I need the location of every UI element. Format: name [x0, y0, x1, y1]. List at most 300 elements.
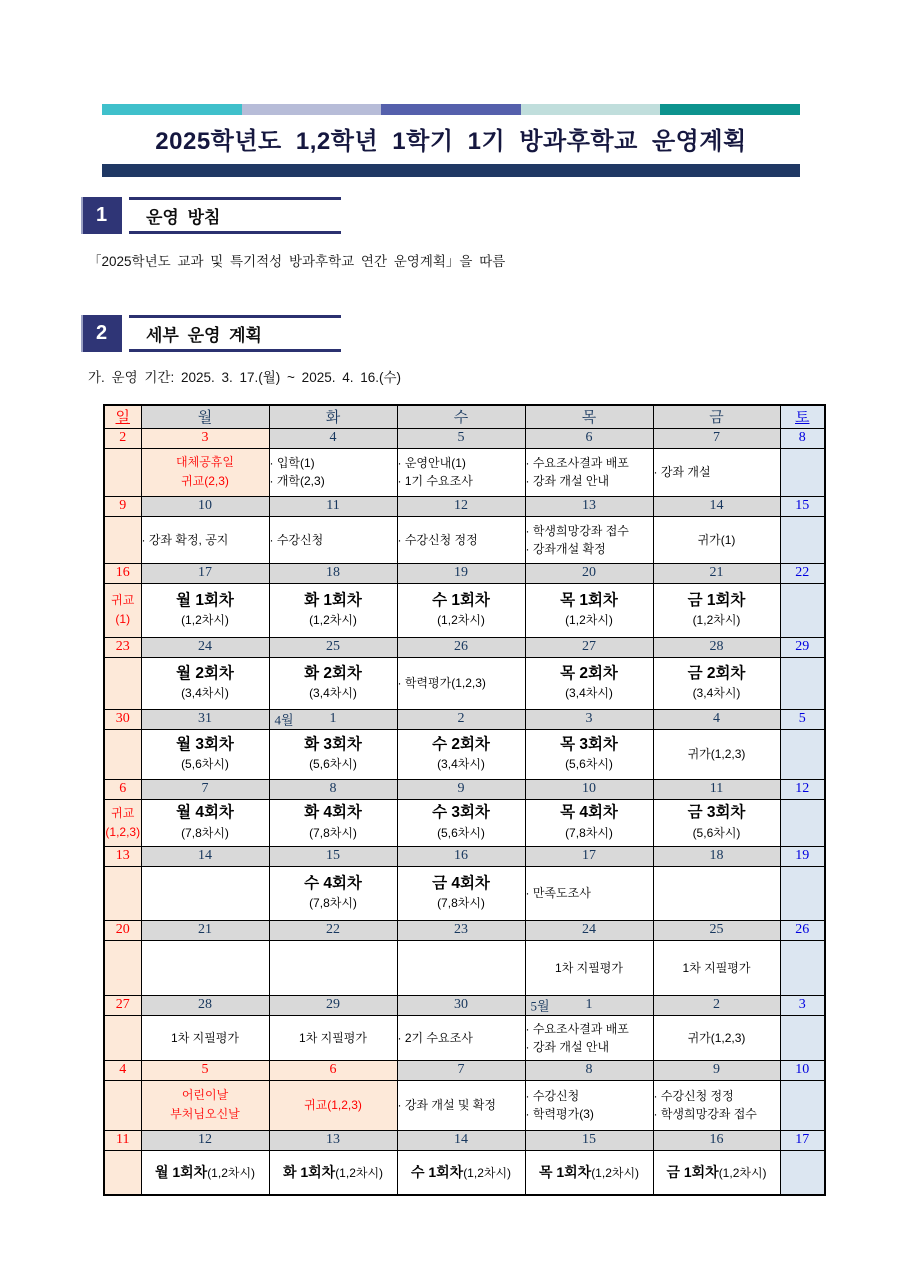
date-number: 10 — [795, 1062, 810, 1077]
day-cell-line: (3,4차시) — [309, 686, 357, 701]
day-cell-line: 수 3회차 — [432, 804, 490, 822]
day-cell-line: 부처님오신날 — [170, 1107, 240, 1121]
date-number: 7 — [713, 430, 720, 445]
date-number: 21 — [709, 565, 724, 580]
date-cell — [104, 920, 141, 940]
date-cell — [397, 428, 525, 448]
day-cell-line: 귀교 — [111, 593, 135, 608]
day-cell — [653, 729, 780, 779]
day-cell — [397, 1150, 525, 1195]
date-number: 3 — [585, 711, 593, 726]
calendar-content-row — [104, 657, 825, 709]
date-cell — [141, 496, 269, 516]
title-color-bar-segment — [102, 104, 242, 115]
date-number: 29 — [326, 997, 340, 1012]
date-cell — [104, 563, 141, 583]
day-cell — [104, 1015, 141, 1060]
day-cell-line — [526, 1162, 653, 1183]
date-cell — [397, 709, 525, 729]
calendar-date-row — [104, 779, 825, 799]
day-cell — [653, 657, 780, 709]
title-color-bar-segment — [660, 104, 800, 115]
date-cell — [397, 846, 525, 866]
day-cell — [525, 729, 653, 779]
day-cell-line: 금 3회차 — [687, 804, 746, 822]
day-cell — [141, 516, 269, 563]
date-cell — [269, 496, 397, 516]
day-cell — [780, 1080, 825, 1130]
day-cell-line: · 학생희망강좌 접수 — [525, 523, 629, 538]
date-number: 2 — [457, 711, 465, 726]
day-cell — [141, 1150, 269, 1195]
day-cell-line: 귀교(2,3) — [181, 474, 229, 488]
date-number: 2 — [713, 997, 720, 1012]
date-cell — [269, 709, 397, 729]
session-label: 월 1회차 — [154, 1163, 208, 1180]
date-number: 29 — [795, 639, 810, 654]
day-cell — [269, 657, 397, 709]
date-cell — [397, 637, 525, 657]
date-number: 4 — [119, 1062, 127, 1077]
date-cell — [141, 709, 269, 729]
date-cell — [397, 779, 525, 799]
date-cell — [104, 428, 141, 448]
date-number: 23 — [115, 639, 130, 654]
day-cell — [525, 940, 653, 995]
day-cell — [780, 866, 825, 920]
date-number: 28 — [198, 997, 212, 1012]
calendar-content-row — [104, 516, 825, 563]
date-number: 17 — [582, 848, 596, 863]
day-cell — [653, 583, 780, 637]
day-cell-line: · 수요조사결과 배포 — [525, 456, 629, 470]
date-number: 8 — [585, 1062, 593, 1077]
day-cell-line: (7,8차시) — [309, 896, 357, 911]
date-number: 21 — [198, 922, 212, 937]
date-number: 27 — [115, 997, 130, 1012]
date-cell — [653, 563, 780, 583]
date-number: 13 — [582, 498, 596, 513]
day-cell-line: 1차 지필평가 — [682, 960, 751, 975]
day-cell — [653, 940, 780, 995]
date-number: 13 — [115, 848, 130, 863]
session-periods: (1,2차시) — [335, 1165, 384, 1180]
day-header-weekday-5: 금 — [653, 405, 780, 428]
date-number: 17 — [198, 565, 212, 580]
day-cell-line: · 1기 수요조사 — [397, 474, 473, 488]
day-cell-line: 월 3회차 — [176, 735, 234, 753]
day-cell-line: 화 3회차 — [304, 735, 362, 753]
day-cell — [525, 1150, 653, 1195]
day-cell — [780, 448, 825, 496]
day-cell-line: · 입학(1) — [269, 456, 315, 470]
day-cell-line: (5,6차시) — [181, 757, 229, 772]
day-cell-line: 금 2회차 — [687, 664, 746, 682]
date-number: 3 — [798, 997, 806, 1012]
calendar-content-row — [104, 1150, 825, 1195]
date-cell — [525, 563, 653, 583]
date-cell — [141, 1060, 269, 1080]
day-cell-line: (3,4차시) — [565, 686, 613, 701]
date-cell — [653, 637, 780, 657]
day-header-weekday-2: 화 — [269, 405, 397, 428]
section-2-number-box: 2 — [81, 315, 122, 352]
day-cell — [269, 448, 397, 496]
date-cell — [141, 920, 269, 940]
date-number: 20 — [115, 922, 130, 937]
day-cell-line: · 학력평가(3) — [525, 1107, 594, 1121]
day-cell — [269, 583, 397, 637]
date-cell — [653, 846, 780, 866]
date-cell — [269, 1130, 397, 1150]
date-cell — [525, 1130, 653, 1150]
day-cell — [141, 1080, 269, 1130]
date-number: 13 — [326, 1132, 340, 1147]
date-number: 20 — [582, 565, 596, 580]
day-cell-line: 월 1회차 — [176, 591, 234, 609]
date-cell — [269, 920, 397, 940]
date-number: 14 — [198, 848, 212, 863]
date-number: 10 — [198, 498, 212, 513]
calendar-content-row — [104, 729, 825, 779]
date-number: 26 — [454, 639, 468, 654]
day-cell — [653, 1080, 780, 1130]
title-color-bar-segment — [381, 104, 521, 115]
day-cell — [525, 583, 653, 637]
date-number: 3 — [201, 430, 209, 445]
date-number: 14 — [454, 1132, 468, 1147]
date-cell — [653, 709, 780, 729]
calendar-date-row — [104, 846, 825, 866]
calendar-date-row — [104, 637, 825, 657]
date-cell — [525, 496, 653, 516]
day-cell — [397, 448, 525, 496]
day-cell — [141, 799, 269, 846]
date-cell — [525, 428, 653, 448]
date-cell — [104, 1060, 141, 1080]
section-1-title: 운영 방침 — [146, 208, 221, 227]
date-cell — [397, 995, 525, 1015]
section-2-title: 세부 운영 계획 — [146, 326, 262, 345]
day-cell-line: · 강좌 개설 및 확정 — [397, 1098, 496, 1112]
day-cell-line: · 운영안내(1) — [397, 456, 466, 470]
day-cell — [269, 1080, 397, 1130]
date-number: 24 — [198, 639, 212, 654]
date-number: 27 — [582, 639, 596, 654]
date-cell — [141, 563, 269, 583]
date-number: 22 — [795, 565, 810, 580]
calendar-date-row — [104, 1060, 825, 1080]
date-cell — [397, 1130, 525, 1150]
day-cell — [780, 516, 825, 563]
date-number: 10 — [582, 781, 596, 796]
date-cell — [780, 563, 825, 583]
date-cell — [780, 496, 825, 516]
day-cell — [780, 583, 825, 637]
date-cell — [653, 496, 780, 516]
day-cell — [653, 1150, 780, 1195]
session-label: 수 1회차 — [410, 1163, 464, 1180]
date-cell — [525, 995, 653, 1015]
section-1-number-box: 1 — [81, 197, 122, 234]
day-cell — [104, 799, 141, 846]
date-cell — [141, 995, 269, 1015]
date-cell — [269, 995, 397, 1015]
day-cell-line: 어린이날 — [181, 1088, 229, 1103]
day-cell — [141, 940, 269, 995]
day-cell-line: (3,4차시) — [181, 686, 229, 701]
date-cell — [780, 709, 825, 729]
day-cell-line: 목 2회차 — [560, 664, 618, 682]
day-cell-line: 귀가(1,2,3) — [687, 1030, 746, 1045]
day-cell-line: 1차 지필평가 — [555, 960, 623, 975]
day-cell-line: (7,8차시) — [181, 825, 229, 840]
calendar-content-row — [104, 940, 825, 995]
date-cell — [104, 709, 141, 729]
date-cell — [104, 1130, 141, 1150]
date-number: 16 — [709, 1132, 724, 1147]
day-cell-line: 목 1회차 — [560, 591, 618, 609]
date-number: 15 — [795, 498, 810, 513]
day-cell-line: (1,2차시) — [309, 613, 357, 628]
day-cell-line: (1) — [115, 612, 131, 626]
date-number: 1 — [329, 711, 337, 726]
date-cell — [525, 920, 653, 940]
month-label: 5월 — [530, 998, 550, 1014]
day-cell-line: 금 4회차 — [432, 874, 490, 892]
day-cell-line: (3,4차시) — [692, 686, 741, 701]
date-number: 7 — [201, 781, 209, 796]
date-number: 12 — [795, 781, 810, 796]
day-cell — [104, 940, 141, 995]
date-cell — [141, 846, 269, 866]
date-number: 5 — [201, 1062, 209, 1077]
day-cell — [141, 729, 269, 779]
day-cell-line: · 2기 수요조사 — [397, 1030, 473, 1045]
session-label: 화 1회차 — [282, 1163, 336, 1180]
date-number: 9 — [713, 1062, 720, 1077]
day-cell-line: 금 1회차 — [687, 591, 746, 609]
day-cell — [397, 1080, 525, 1130]
day-cell-line: · 강좌 개설 안내 — [525, 474, 610, 488]
day-cell-line: (1,2차시) — [181, 613, 229, 628]
date-number: 19 — [454, 565, 468, 580]
title-color-bar-segment — [521, 104, 661, 115]
date-cell — [780, 428, 825, 448]
date-cell — [525, 709, 653, 729]
day-cell-line — [142, 1162, 269, 1183]
date-number: 28 — [709, 639, 724, 654]
date-number: 30 — [115, 711, 130, 726]
day-cell-line: 수 2회차 — [432, 735, 490, 753]
date-number: 24 — [582, 922, 596, 937]
day-cell — [269, 940, 397, 995]
day-cell — [397, 1015, 525, 1060]
section-1-body: 「2025학년도 교과 및 특기적성 방과후학교 연간 운영계획」을 따름 — [88, 254, 506, 269]
day-cell-line: · 강좌개설 확정 — [525, 541, 606, 556]
day-cell-line: (5,6차시) — [437, 825, 485, 840]
date-cell — [269, 428, 397, 448]
day-cell-line: (1,2,3) — [105, 824, 141, 839]
day-cell — [780, 940, 825, 995]
day-cell-line: 귀가(1,2,3) — [687, 747, 746, 761]
date-number: 8 — [798, 430, 806, 445]
day-cell-line: · 수강신청 정정 — [397, 532, 478, 547]
day-cell — [397, 799, 525, 846]
day-cell — [104, 448, 141, 496]
day-cell-line: 월 2회차 — [176, 664, 234, 682]
day-cell — [653, 799, 780, 846]
day-cell — [525, 448, 653, 496]
date-cell — [653, 995, 780, 1015]
day-cell-line: · 강좌 확정, 공지 — [141, 532, 229, 547]
date-number: 16 — [454, 848, 468, 863]
day-cell-line: · 강좌 개설 — [653, 465, 711, 479]
day-cell-line: (7,8차시) — [437, 896, 485, 911]
date-number: 6 — [585, 430, 593, 445]
day-cell-line: · 학력평가(1,2,3) — [397, 676, 486, 690]
date-number: 11 — [116, 1132, 130, 1147]
date-cell — [525, 779, 653, 799]
date-cell — [397, 1060, 525, 1080]
month-label: 4월 — [274, 712, 294, 728]
day-cell — [780, 1150, 825, 1195]
section-2-body: 가. 운영 기간: 2025. 3. 17.(월) ~ 2025. 4. 16.(수) — [88, 370, 402, 385]
day-cell-line: 귀교(1,2,3) — [304, 1097, 362, 1112]
date-cell — [269, 1060, 397, 1080]
date-cell — [397, 920, 525, 940]
date-number: 31 — [198, 711, 212, 726]
day-cell-line: 귀교 — [111, 805, 135, 820]
day-cell — [141, 583, 269, 637]
day-cell — [525, 1080, 653, 1130]
day-cell — [780, 799, 825, 846]
day-cell-line — [398, 1162, 525, 1183]
date-number: 14 — [709, 498, 724, 513]
day-header-row — [104, 405, 825, 428]
calendar-content-row — [104, 448, 825, 496]
date-number: 22 — [326, 922, 340, 937]
date-number: 9 — [457, 781, 465, 796]
date-number: 23 — [454, 922, 468, 937]
day-cell — [269, 1015, 397, 1060]
date-cell — [269, 779, 397, 799]
day-cell — [269, 729, 397, 779]
day-cell — [525, 657, 653, 709]
calendar-date-row — [104, 709, 825, 729]
day-cell-line: · 수요조사결과 배포 — [525, 1021, 629, 1036]
calendar-date-row — [104, 1130, 825, 1150]
day-cell — [397, 940, 525, 995]
day-cell — [525, 1015, 653, 1060]
day-header-weekday-4: 목 — [525, 405, 653, 428]
day-cell-line: 목 4회차 — [560, 804, 618, 822]
date-cell — [269, 637, 397, 657]
calendar-date-row — [104, 920, 825, 940]
day-cell-line: 귀가(1) — [697, 532, 736, 547]
day-cell-line: 화 4회차 — [304, 804, 362, 822]
date-number: 7 — [457, 1062, 465, 1077]
title-underline-bar — [102, 164, 800, 177]
date-number: 26 — [795, 922, 810, 937]
date-cell — [525, 1060, 653, 1080]
date-number: 16 — [115, 565, 130, 580]
day-cell-line: 목 3회차 — [560, 735, 618, 753]
session-label: 목 1회차 — [538, 1163, 592, 1180]
day-cell-line: (7,8차시) — [565, 825, 613, 840]
date-number: 18 — [326, 565, 340, 580]
session-periods: (1,2차시) — [207, 1165, 256, 1180]
day-cell-line — [654, 1162, 780, 1183]
date-number: 30 — [454, 997, 468, 1012]
day-cell-line: (1,2차시) — [565, 613, 613, 628]
document-title: 2025학년도 1,2학년 1학기 1기 방과후학교 운영계획 — [155, 128, 747, 155]
section-2-header — [81, 315, 341, 352]
session-label: 금 1회차 — [666, 1163, 719, 1180]
day-cell-line: · 수강신청 — [269, 532, 324, 547]
day-cell-line: 화 1회차 — [304, 591, 362, 609]
title-color-bar-segment — [242, 104, 382, 115]
calendar-date-row — [104, 496, 825, 516]
section-2-title-rule — [129, 315, 341, 352]
day-header-weekday-1: 월 — [141, 405, 269, 428]
day-cell-line: (5,6차시) — [692, 825, 741, 840]
date-number: 6 — [329, 1062, 337, 1077]
day-cell — [104, 583, 141, 637]
day-cell-line: (1,2차시) — [437, 613, 485, 628]
day-cell — [653, 866, 780, 920]
day-cell-line: 수 1회차 — [432, 591, 490, 609]
date-number: 19 — [795, 848, 810, 863]
day-cell-line: 수 4회차 — [304, 874, 362, 892]
day-header-sat: 토 — [780, 405, 825, 428]
date-cell — [780, 995, 825, 1015]
date-cell — [653, 1060, 780, 1080]
day-cell — [269, 1150, 397, 1195]
date-cell — [780, 920, 825, 940]
date-number: 4 — [713, 711, 720, 726]
date-cell — [780, 846, 825, 866]
date-cell — [780, 637, 825, 657]
date-number: 11 — [326, 498, 340, 513]
date-cell — [104, 496, 141, 516]
day-cell — [525, 516, 653, 563]
date-number: 6 — [119, 781, 127, 796]
date-number: 4 — [329, 430, 337, 445]
date-cell — [141, 428, 269, 448]
section-1-header — [81, 197, 341, 234]
date-number: 15 — [326, 848, 340, 863]
day-cell-line: (7,8차시) — [309, 825, 357, 840]
calendar-content-row — [104, 866, 825, 920]
day-cell — [397, 866, 525, 920]
day-cell — [780, 657, 825, 709]
date-cell — [104, 779, 141, 799]
day-cell-line: 1차 지필평가 — [299, 1030, 367, 1045]
day-cell — [104, 1150, 141, 1195]
date-cell — [141, 637, 269, 657]
day-cell — [104, 657, 141, 709]
date-number: 11 — [709, 781, 724, 796]
date-cell — [525, 846, 653, 866]
date-number: 9 — [119, 498, 127, 513]
day-cell — [525, 799, 653, 846]
day-cell-line: (5,6차시) — [309, 757, 357, 772]
day-cell-line: · 만족도조사 — [525, 886, 591, 900]
day-cell — [141, 448, 269, 496]
day-cell-line: 월 4회차 — [176, 804, 234, 822]
date-cell — [269, 846, 397, 866]
